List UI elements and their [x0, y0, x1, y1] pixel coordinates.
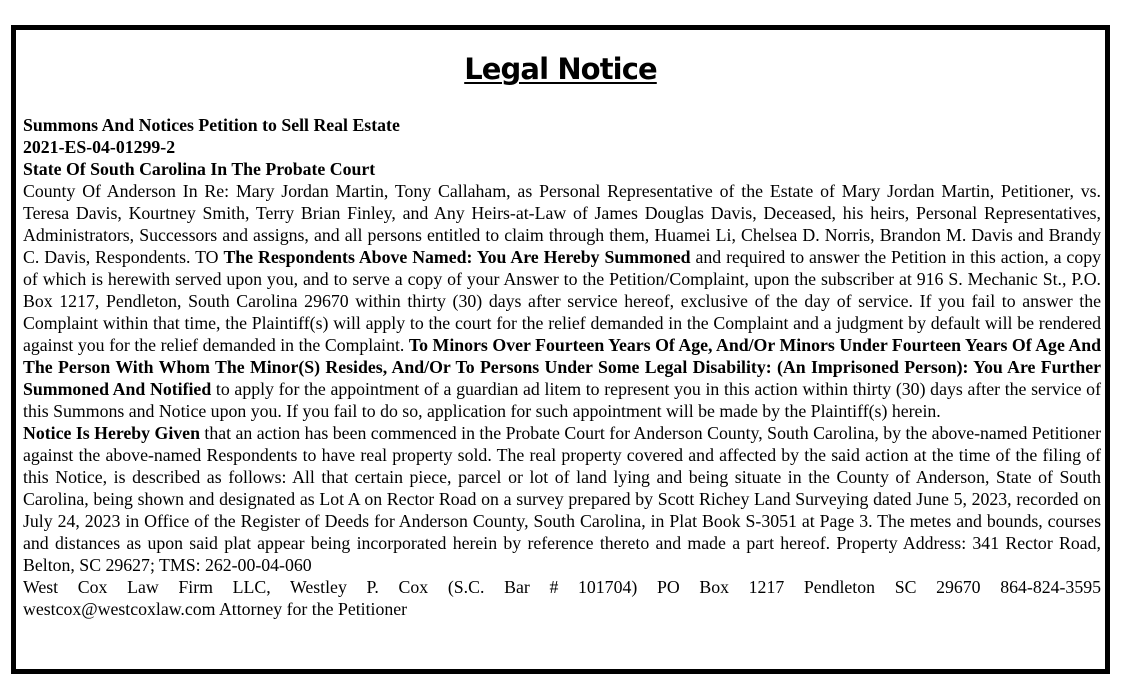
legal-notice-frame — [11, 25, 1110, 674]
attorney-email-line: westcox@westcoxlaw.com Attorney for the Petitioner — [23, 599, 408, 619]
notice-given-label: Notice Is Hereby Given — [23, 423, 200, 443]
respondents-summoned: The Respondents Above Named: You Are Hereby Summoned — [223, 247, 691, 267]
notice-given-paragraph — [23, 422, 1101, 576]
minors-notice: To Minors Over Fourteen Years Of Age, And/Or Minors Under Fourteen Years Of Age And The Person With Whom The Minor(S) Resides, And/Or To Persons Under Some Legal Disability: (An Imprisoned Person): You Are Further Summoned And Notified — [23, 335, 1101, 399]
notice-title: Legal Notice — [464, 52, 657, 86]
guardian-ad-litem-text: to apply for the appointment of a guardian ad litem to represent you in this action within thirty (30) days after the service of this Summons and Notice upon you. If you fail to do so, application for such appointment will be made by the Plaintiff(s) herein. — [23, 379, 1101, 421]
attorney-info: West Cox Law Firm LLC, Westley P. Cox (S.C. Bar # 101704) PO Box 1217 Pendleton SC 29670 864-824-3595 — [23, 577, 1101, 597]
answer-requirement: and required to answer the Petition in this action, a copy of which is herewith served upon you, and to serve a copy of your Answer to the Petition/Complaint, upon the subscriber at 916 S. Mechanic St., P.O. Box 1217, Pendleton, South Carolina 29670 within thirty (30) days after service hereof, exclusive of the day of service. If you fail to answer the Complaint within that time, the Plaintiff(s) will apply to the court for the relief demanded in the Complaint and a judgment by default will be rendered against you for the relief demanded in the Complaint. — [23, 247, 1102, 355]
summons-paragraph — [23, 180, 1101, 422]
court-heading: State Of South Carolina In The Probate Court — [23, 159, 376, 179]
case-number: 2021-ES-04-01299-2 — [23, 137, 176, 157]
notice-body — [23, 114, 1101, 620]
property-description: that an action has been commenced in the Probate Court for Anderson County, South Carolina, by the above-named Petitioner against the above-named Respondents to have real property sold. The real property covered and affected by the said action at the time of the filing of this Notice, is described as follows: All that certain piece, parcel or lot of land lying and being situate in the County of Anderson, State of South Carolina, being shown and designated as Lot A on Rector Road on a survey prepared by Scott Richey Land Surveying dated June 5, 2023, recorded on July 24, 2023 in Office of the Register of Deeds for Anderson County, South Carolina, in Plat Book S-3051 at Page 3. The metes and bounds, courses and distances as upon said plat appear being incorporated herein by reference thereto and made a part hereof. Property Address: 341 Rector Road, Belton, SC 29627; TMS: 262-00-04-060 — [23, 423, 1101, 575]
notice-caption: Summons And Notices Petition to Sell Real Estate — [23, 115, 400, 135]
summons-intro: County Of Anderson In Re: Mary Jordan Martin, Tony Callaham, as Personal Representative of the Estate of Mary Jordan Martin, Petitioner, vs. Teresa Davis, Kourtney Smith, Terry Brian Finley, and Any Heirs-at-Law of James Douglas Davis, Deceased, his heirs, Personal Representatives, Administrators, Successors and assigns, and all persons entitled to claim through them, Huamei Li, Chelsea D. Norris, Brandon M. Davis and Brandy C. Davis, Respondents. TO — [23, 181, 1101, 267]
